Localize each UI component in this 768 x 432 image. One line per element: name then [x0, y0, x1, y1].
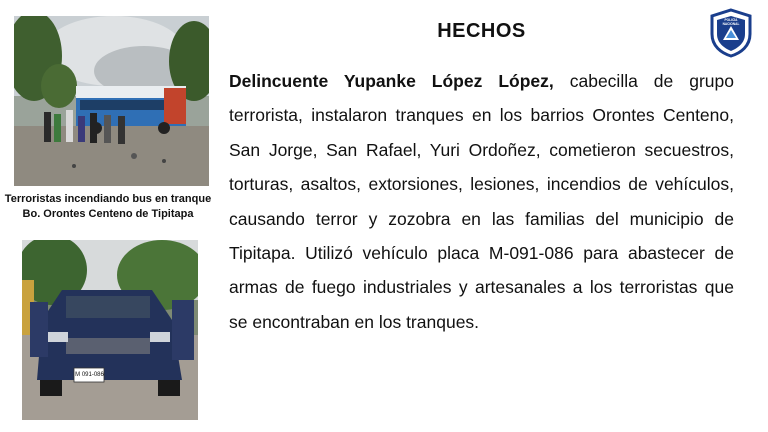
photo-vehicle: [22, 240, 198, 420]
page-title: HECHOS: [437, 20, 526, 42]
suspect-name: Delincuente Yupanke López López,: [229, 71, 554, 91]
vehicle-plate-text: M 091-086: [75, 372, 104, 378]
vehicle-image: [22, 240, 198, 420]
burning-bus-image: [14, 16, 209, 186]
facts-paragraph: [229, 64, 734, 339]
photo-burning-bus: [14, 16, 209, 186]
police-shield-icon: [709, 8, 753, 58]
badge-text: POLICÍA NACIONAL: [722, 18, 740, 26]
photo-caption: Terroristas incendiando bus en tranque Bo. Orontes Centeno de Tipitapa: [4, 193, 212, 220]
facts-text: cabecilla de grupo terrorista, instalaron tranques en los barrios Orontes Centeno, San Jorge, San Rafael, Yuri Ordoñez, cometieron secuestros, torturas, asaltos, extorsiones, lesiones, incendios de vehículos, causando terror y zozobra en las familias del municipio de Tipitapa. Utilizó vehículo placa M-091-086 para abastecer de armas de fuego industriales y artesanales a los terroristas que se encontraban en los tranques.: [229, 71, 734, 332]
